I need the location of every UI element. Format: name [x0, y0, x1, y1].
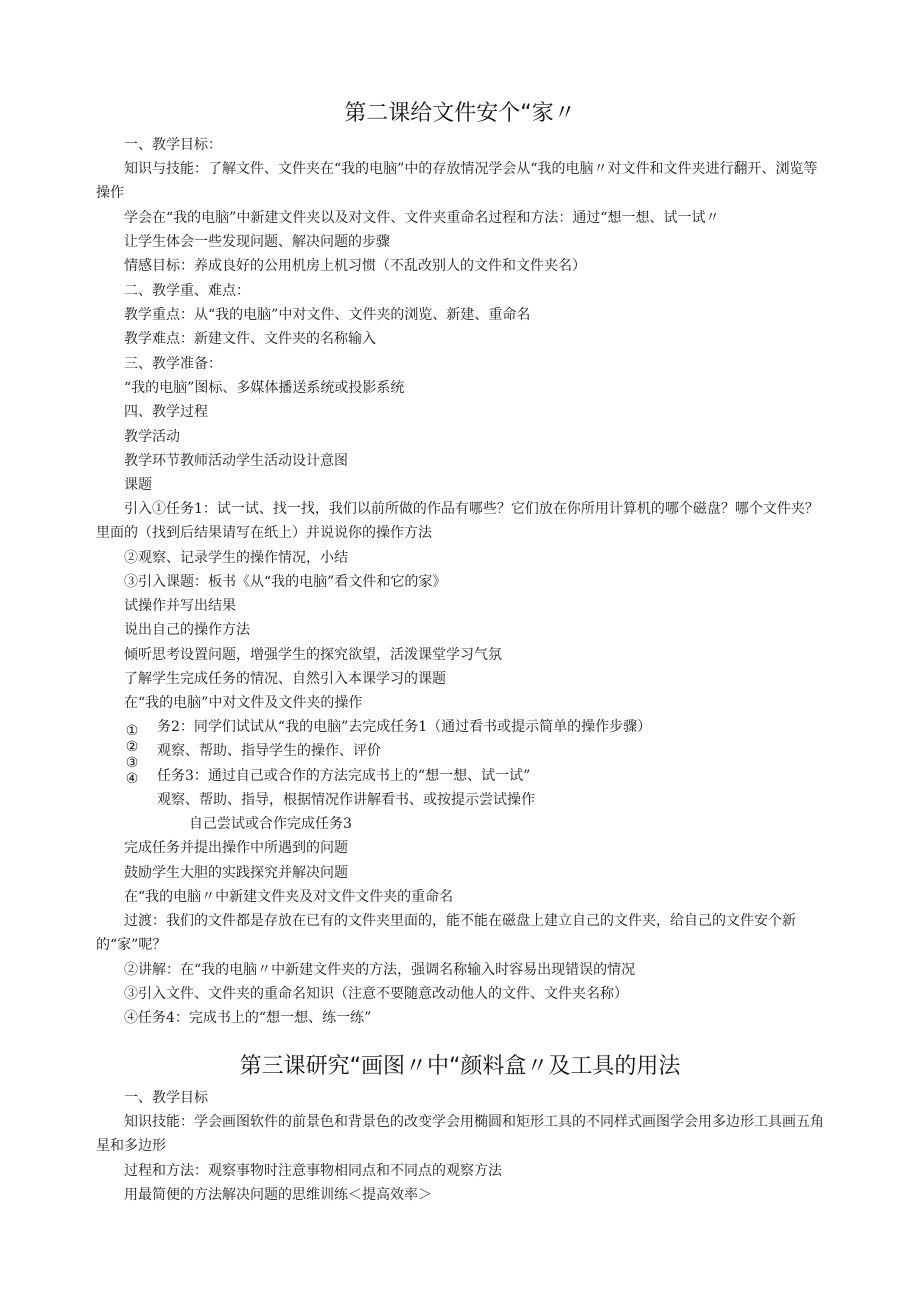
listen-line: 倾听思考设置问题，增强学生的探究欲望，活泼课堂学习气氛 [124, 647, 502, 663]
self-try-line: 自己尝试或合作完成任务3 [189, 816, 352, 832]
task3-line: 任务3：通过自己或合作的方法完成书上的“想一想、试一试” [157, 768, 531, 784]
process-method-line-2: 让学生体会一些发现问题、解决问题的步骤 [124, 234, 390, 250]
lesson3-process-method: 过程和方法：观察事物时注意事物相同点和不同点的观察方法 [124, 1163, 502, 1179]
emotion-goal: 情感目标：养成良好的公用机房上机习惯（不乱改别人的文件和文件夹名） [124, 258, 586, 274]
lesson3-simple-method: 用最简便的方法解决问题的思维训练＜提高效率＞ [124, 1187, 432, 1203]
task2-line: 务2：同学们试试从“我的电脑”去完成任务1（通过看书或提示简单的操作步骤） [157, 719, 652, 735]
knowledge-skill-paragraph: 知识与技能：了解文件、文件夹在“我的电脑”中的存放情况学会从“我的电脑〃对文件和文件夹进行翻开、浏览等操作 [96, 161, 818, 201]
prep-items: “我的电脑”图标、多媒体播送系统或投影系统 [124, 380, 405, 396]
lesson3-title: 第三课研究“画图〃中“颜料盒〃及工具的用法 [239, 1054, 681, 1079]
operate-heading: 在“我的电脑”中对文件及文件夹的操作 [124, 695, 363, 711]
try-write-line: 试操作并写出结果 [124, 598, 236, 614]
observe-help-line-2: 观察、帮助、指导，根据情况作讲解看书、或按提示尝试操作 [157, 792, 535, 808]
complete-line: 完成任务并提出操作中所遇到的问题 [124, 840, 348, 856]
task4-line: ④任务4：完成书上的“想一想、练一练” [124, 1010, 372, 1026]
intro-task1-paragraph: 引入①任务1：试一试、找一找，我们以前所做的作品有哪些？它们放在你所用计算机的哪个磁盘？哪个文件夹？里面的（找到后结果请写在纸上）并说说你的操作方法 [96, 501, 819, 541]
say-method-line: 说出自己的操作方法 [124, 622, 250, 638]
observe-line: ②观察、记录学生的操作情况，小结 [124, 550, 348, 566]
new-folder-line: 在“我的电脑〃中新建文件夹及对文件文件夹的重命名 [124, 889, 454, 905]
activity-label: 教学活动 [124, 429, 180, 445]
difficulty: 教学难点：新建文件、文件夹的名称输入 [124, 331, 376, 347]
lesson3-knowledge-skill: 知识技能：学会画图软件的前景色和背景色的改变学会用椭圆和矩形工具的不同样式画图学会用多边形工具画五角星和多边形 [96, 1114, 824, 1154]
prep-heading: 三、教学准备： [124, 356, 222, 372]
key-difficulty-heading: 二、教学重、难点： [124, 283, 250, 299]
process-method-line: 学会在“我的电脑”中新建文件夹以及对文件、文件夹重命名过程和方法：通过“想一想、试一试〃 [124, 210, 720, 226]
explain-line: ②讲解：在“我的电脑〃中新建文件夹的方法，强调名称输入时容易出现错误的情况 [124, 962, 636, 978]
lesson2-title: 第二课给文件安个“家〃 [344, 101, 576, 126]
key-point: 教学重点：从“我的电脑”中对文件、文件夹的浏览、新建、重命名 [124, 307, 531, 323]
understand-line: 了解学生完成任务的情况、自然引入本课学习的课题 [124, 671, 446, 687]
encourage-line: 鼓励学生大胆的实践探究并解决问题 [124, 865, 348, 881]
transition-paragraph: 过渡：我们的文件都是存放在已有的文件夹里面的，能不能在磁盘上建立自己的文件夹，给自己的文件安个新的“家”呢？ [96, 913, 796, 953]
rename-line: ③引入文件、文件夹的重命名知识（注意不要随意改动他人的文件、文件夹名称） [124, 986, 628, 1002]
topic-label: 课题 [124, 477, 152, 493]
process-heading: 四、教学过程 [124, 404, 208, 420]
table-header-line: 教学环节教师活动学生活动设计意图 [124, 453, 348, 469]
intro-topic-line: ③引入课题：板书《从“我的电脑”看文件和它的家》 [124, 574, 447, 590]
goals-heading: 一、教学目标： [124, 137, 222, 153]
circled-numbers: ①②③④ [124, 723, 140, 787]
lesson3-goals-heading: 一、教学目标 [124, 1090, 208, 1106]
observe-help-line: 观察、帮助、指导学生的操作、评价 [157, 743, 381, 759]
